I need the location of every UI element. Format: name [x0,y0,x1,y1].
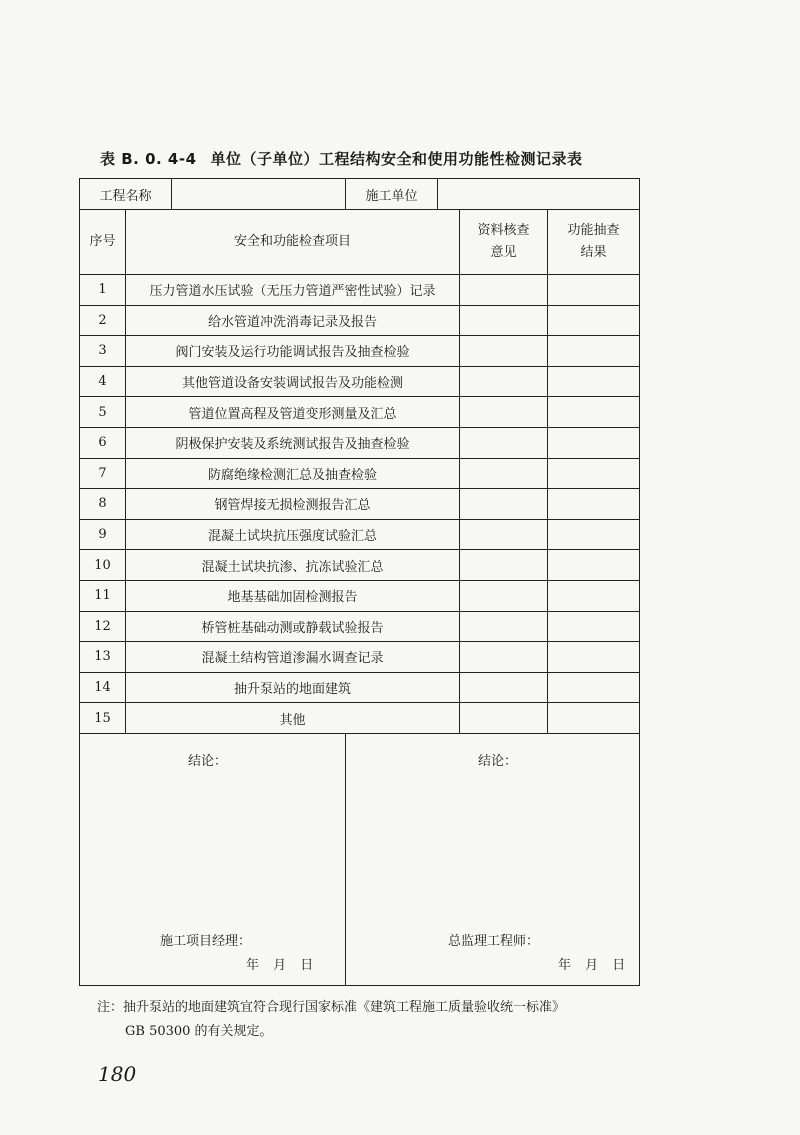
row-check-cell[interactable] [548,427,640,458]
row-check-cell[interactable] [548,458,640,489]
row-check-cell[interactable] [548,519,640,550]
table-row [80,580,640,611]
row-number: 12 [80,611,126,642]
row-check-cell[interactable] [548,366,640,397]
table-code: 表 B. 0. 4-4 [100,150,197,168]
row-review-cell[interactable] [460,580,548,611]
table-row [80,642,640,673]
row-check-cell[interactable] [548,580,640,611]
row-item-name: 桥管桩基础动测或静载试验报告 [126,611,460,642]
table-row [80,703,640,734]
footnote [97,996,657,1044]
footnote-line2: GB 50300 的有关规定。 [125,1024,273,1039]
row-item-name: 混凝土结构管道渗漏水调查记录 [126,642,460,673]
row-review-cell[interactable] [460,611,548,642]
header-row [80,179,640,210]
column-header-check-line2: 结果 [580,245,607,260]
row-number: 10 [80,550,126,581]
project-name-field[interactable] [172,179,346,210]
row-review-cell[interactable] [460,336,548,367]
row-check-cell[interactable] [548,305,640,336]
row-review-cell[interactable] [460,397,548,428]
table-row [80,458,640,489]
row-number: 7 [80,458,126,489]
row-number: 6 [80,427,126,458]
column-header-check-line1: 功能抽查 [567,223,620,238]
row-number: 2 [80,305,126,336]
row-check-cell[interactable] [548,489,640,520]
row-item-name: 钢管焊接无损检测报告汇总 [126,489,460,520]
table-row [80,611,640,642]
row-item-name: 其他管道设备安装调试报告及功能检测 [126,366,460,397]
row-check-cell[interactable] [548,336,640,367]
page-number: 180 [98,1062,137,1086]
row-item-name: 阴极保护安装及系统测试报告及抽查检验 [126,427,460,458]
footnote-line1: 注：抽升泵站的地面建筑宜符合现行国家标准《建筑工程施工质量验收统一标准》 [97,1000,566,1015]
row-item-name: 阀门安装及运行功能调试报告及抽查检验 [126,336,460,367]
row-review-cell[interactable] [460,427,548,458]
row-number: 3 [80,336,126,367]
column-header-review-line1: 资料核查 [477,223,530,238]
row-check-cell[interactable] [548,550,640,581]
table-row [80,519,640,550]
row-review-cell[interactable] [460,366,548,397]
contractor-conclusion-label: 结论： [188,753,228,769]
row-review-cell[interactable] [460,489,548,520]
construction-unit-field[interactable] [438,179,640,210]
row-number: 4 [80,366,126,397]
row-number: 9 [80,519,126,550]
row-check-cell[interactable] [548,703,640,734]
table-row [80,489,640,520]
table-row [80,366,640,397]
row-review-cell[interactable] [460,672,548,703]
table-row [80,672,640,703]
column-header-check [548,210,640,275]
row-item-name: 压力管道水压试验（无压力管道严密性试验）记录 [126,275,460,306]
row-number: 15 [80,703,126,734]
supervisor-conclusion-label: 结论： [478,753,518,769]
row-item-name: 混凝土试块抗渗、抗冻试验汇总 [126,550,460,581]
row-item-name: 防腐绝缘检测汇总及抽查检验 [126,458,460,489]
supervisor-date-label: 年 月 日 [558,957,626,973]
column-header-review [460,210,548,275]
contractor-date-label: 年 月 日 [246,957,314,973]
row-check-cell[interactable] [548,611,640,642]
construction-unit-label: 施工单位 [346,179,438,210]
column-header-row [80,210,640,275]
inspection-record-table [79,178,640,986]
row-review-cell[interactable] [460,519,548,550]
table-row [80,275,640,306]
row-item-name: 抽升泵站的地面建筑 [126,672,460,703]
table-title-text: 单位（子单位）工程结构安全和使用功能性检测记录表 [210,150,583,168]
signoff-row [80,733,640,985]
table-row [80,305,640,336]
project-name-label: 工程名称 [80,179,172,210]
table-title [100,148,583,169]
row-check-cell[interactable] [548,642,640,673]
row-review-cell[interactable] [460,275,548,306]
row-review-cell[interactable] [460,305,548,336]
supervisor-signoff-cell[interactable] [346,733,640,985]
row-review-cell[interactable] [460,458,548,489]
row-number: 1 [80,275,126,306]
row-review-cell[interactable] [460,703,548,734]
row-item-name: 给水管道冲洗消毒记录及报告 [126,305,460,336]
table-row [80,550,640,581]
row-check-cell[interactable] [548,397,640,428]
row-check-cell[interactable] [548,275,640,306]
row-check-cell[interactable] [548,672,640,703]
row-review-cell[interactable] [460,642,548,673]
contractor-signoff-cell[interactable] [80,733,346,985]
column-header-item: 安全和功能检查项目 [126,210,460,275]
row-number: 14 [80,672,126,703]
row-number: 5 [80,397,126,428]
table-row [80,336,640,367]
row-number: 11 [80,580,126,611]
column-header-seq: 序号 [80,210,126,275]
table-row [80,427,640,458]
chief-supervisor-label: 总监理工程师： [448,933,540,949]
row-review-cell[interactable] [460,550,548,581]
table-row [80,397,640,428]
row-number: 13 [80,642,126,673]
row-number: 8 [80,489,126,520]
row-item-name: 地基基础加固检测报告 [126,580,460,611]
row-item-name: 混凝土试块抗压强度试验汇总 [126,519,460,550]
column-header-review-line2: 意见 [490,245,517,260]
row-item-name: 其他 [126,703,460,734]
project-manager-label: 施工项目经理： [160,933,252,949]
row-item-name: 管道位置高程及管道变形测量及汇总 [126,397,460,428]
